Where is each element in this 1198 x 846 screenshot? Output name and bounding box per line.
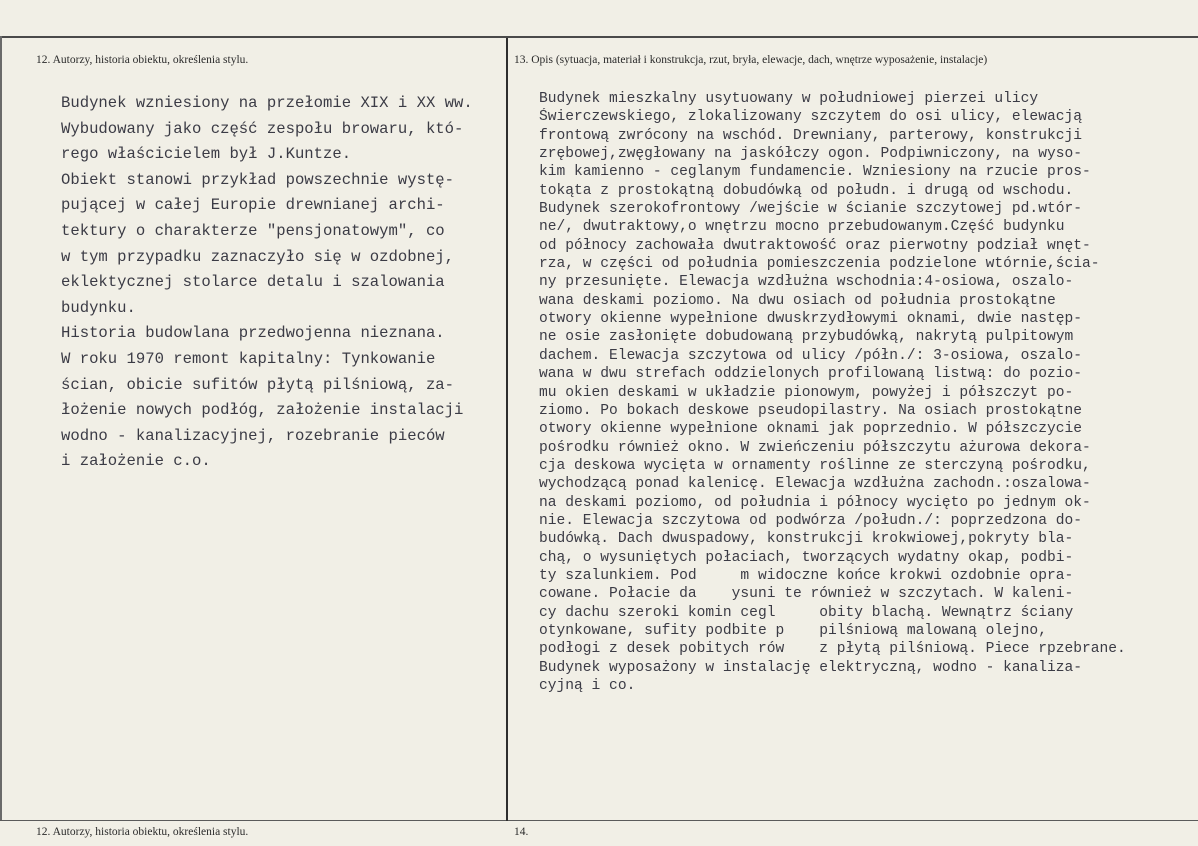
text-line: chą, o wysuniętych połaciach, tworzących wydatny okap, podbi-: [539, 549, 1074, 566]
text-line: otwory okienne wypełnione dwuskrzydłowymi oknami, dwie następ-: [539, 311, 1082, 328]
text-line: ne/, dwutraktowy,o wnętrzu mocno przebudowanym.Część budynku: [539, 219, 1065, 236]
section-12-text: [61, 91, 506, 475]
text-line: frontową zwrócony na wschód. Drewniany, parterowy, konstrukcji: [539, 127, 1082, 144]
text-line: w tym przypadku zaznaczyło się w ozdobnej,: [61, 247, 455, 266]
text-line: mu okien deskami w układzie pionowym, powyżej i półszczyt po-: [539, 384, 1074, 401]
text-line: Obiekt stanowi przykład powszechnie wystę-: [61, 170, 455, 189]
text-line: W roku 1970 remont kapitalny: Tynkowanie: [61, 349, 436, 368]
text-line: cyjną i co.: [539, 678, 636, 694]
section-13-text: [539, 90, 1195, 695]
text-line: podłogi z desek pobitych rów z płytą pilśniową. Piece rpzebrane.: [539, 641, 1126, 658]
text-line: nie. Elewacja szczytowa od podwórza /połudn./: poprzedzona do-: [539, 512, 1082, 529]
text-line: budynku.: [61, 298, 136, 317]
text-line: łożenie nowych podłóg, założenie instalacji: [61, 401, 464, 420]
text-line: Budynek szerokofrontowy /wejście w ścianie szczytowej pd.wtór-: [539, 201, 1082, 218]
text-line: dachem. Elewacja szczytowa od ulicy /półn./: 3-osiowa, oszalo-: [539, 347, 1082, 364]
text-line: zrębowej,zwęgłowany na jaskółczy ogon. Podpiwniczony, na wyso-: [539, 146, 1082, 163]
text-line: kim kamienno - ceglanym fundamencie. Wzniesiony na rzucie pros-: [539, 164, 1091, 181]
text-line: Historia budowlana przedwojenna nieznana.: [61, 324, 445, 343]
text-line: i założenie c.o.: [61, 452, 211, 471]
text-line: cja deskowa wycięta w ornamenty roślinne ze sterczyną pośrodku,: [539, 457, 1091, 474]
text-line: budówką. Dach dwuspadowy, konstrukcji krokwiowej,pokryty bla-: [539, 531, 1074, 548]
next-page-section-12-header: 12. Autorzy, historia obiektu, określenia stylu.: [36, 826, 249, 838]
text-line: cy dachu szeroki komin cegl obity blachą. Wewnątrz ściany: [539, 604, 1074, 621]
text-line: ziomo. Po bokach deskowe pseudopilastry. Na osiach prostokątne: [539, 402, 1082, 419]
text-line: pującej w całej Europie drewnianej archi-: [61, 196, 445, 215]
text-line: wodno - kanalizacyjnej, rozebranie pieców: [61, 426, 445, 445]
text-line: Budynek wyposażony w instalację elektryczną, wodno - kanaliza-: [539, 659, 1082, 676]
text-line: Wybudowany jako część zespołu browaru, któ-: [61, 119, 464, 138]
text-line: tokąta z prostokątną dobudówką od połudn. i drugą od wschodu.: [539, 182, 1074, 199]
text-line: Budynek mieszkalny usytuowany w południowej pierzei ulicy: [539, 91, 1039, 107]
text-line: wana w dwu strefach oddzielonych profilowaną listwą: do pozio-: [539, 366, 1082, 383]
column-divider: [506, 38, 508, 821]
text-line: rego właścicielem był J.Kuntze.: [61, 145, 352, 164]
text-line: ty szalunkiem. Pod m widoczne końce krokwi ozdobnie opra-: [539, 567, 1074, 584]
text-line: pośrodku również okno. W zwieńczeniu półszczytu ażurowa dekora-: [539, 439, 1091, 456]
form-top-border: [0, 36, 1198, 38]
text-line: rza, w części od południa pomieszczenia podzielone wtórnie,ścia-: [539, 256, 1100, 273]
text-line: od północy zachowała dwutraktowość oraz pierwotny podział wnęt-: [539, 237, 1091, 254]
text-line: otynkowane, sufity podbite p pilśniową malowaną olejno,: [539, 622, 1047, 639]
form-bottom-border: [0, 820, 1198, 821]
form-left-border: [0, 36, 2, 821]
text-line: ścian, obicie sufitów płytą pilśniową, za-: [61, 375, 455, 394]
section-13-header: 13. Opis (sytuacja, materiał i konstrukcja, rzut, bryła, elewacje, dach, wnętrze wyposażenie, instalacje): [514, 54, 988, 66]
next-page-section-14-header: 14.: [514, 826, 529, 838]
text-line: na deskami poziomo, od południa i północy wycięto po jednym ok-: [539, 494, 1091, 511]
text-line: wana deskami poziomo. Na dwu osiach od południa prostokątne: [539, 292, 1056, 309]
text-line: Budynek wzniesiony na przełomie XIX i XX ww.: [61, 94, 473, 112]
text-line: ne osie zasłonięte dobudowaną przybudówką, nakrytą pulpitowym: [539, 329, 1074, 346]
text-line: eklektycznej stolarce detalu i szalowania: [61, 273, 445, 292]
section-12-header: 12. Autorzy, historia obiektu, określenia stylu.: [36, 54, 249, 66]
text-line: cowane. Połacie da ysuni te również w szczytach. W kaleni-: [539, 586, 1074, 603]
text-line: tektury o charakterze "pensjonatowym", co: [61, 221, 445, 240]
text-line: otwory okienne wypełnione oknami jak poprzednio. W półszczycie: [539, 421, 1082, 438]
text-line: Świerczewskiego, zlokalizowany szczytem do osi ulicy, elewacją: [539, 109, 1082, 126]
text-line: ny przesunięte. Elewacja wzdłużna wschodnia:4-osiowa, oszalo-: [539, 274, 1074, 291]
text-line: wychodzącą ponad kalenicę. Elewacja wzdłużna zachodn.:oszalowa-: [539, 476, 1091, 493]
